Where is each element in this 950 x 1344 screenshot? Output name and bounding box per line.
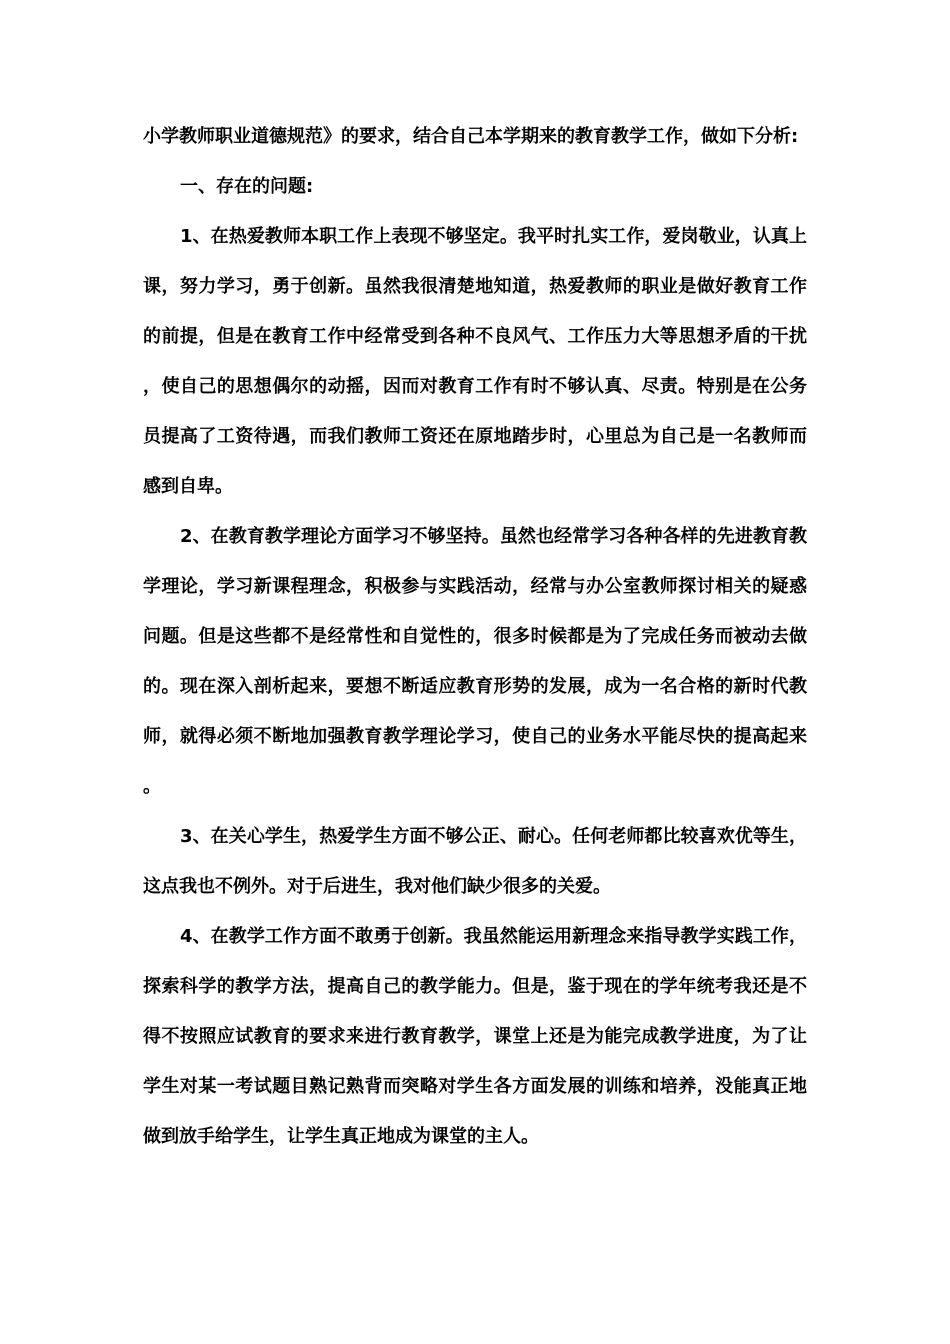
paragraph-intro-continuation: 小学教师职业道德规范》的要求，结合自己本学期来的教育教学工作，做如下分析: [143, 126, 799, 147]
document-body [143, 112, 807, 1162]
paragraph-item-1: 1、在热爱教师本职工作上表现不够坚定。我平时扎实工作，爱岗敬业，认真上课，努力学习，勇于创新。虽然我很清楚地知道，热爱教师的职业是做好教育工作的前提，但是在教育工作中经常受到各种不良风气、工作压力大等思想矛盾的干扰，使自己的思想偶尔的动摇，因而对教育工作有时不够认真、尽责。特别是在公务员提高了工资待遇，而我们教师工资还在原地踏步时，心里总为自己是一名教师而感到自卑。 [143, 226, 807, 497]
paragraph-item-4: 4、在教学工作方面不敢勇于创新。我虽然能运用新理念来指导教学实践工作，探索科学的教学方法，提高自己的教学能力。但是，鉴于现在的学年统考我还是不得不按照应试教育的要求来进行教育教学，课堂上还是为能完成教学进度，为了让学生对某一考试题目熟记熟背而突略对学生各方面发展的训练和培养，没能真正地做到放手给学生，让学生真正地成为课堂的主人。 [143, 926, 807, 1147]
paragraph-item-3: 3、在关心学生，热爱学生方面不够公正、耐心。任何老师都比较喜欢优等生，这点我也不例外。对于后进生，我对他们缺少很多的关爱。 [143, 826, 807, 897]
section-heading-problems: 一、存在的问题: [180, 176, 314, 197]
paragraph-item-2: 2、在教育教学理论方面学习不够坚持。虽然也经常学习各种各样的先进教育教学理论，学习新课程理念，积极参与实践活动，经常与办公室教师探讨相关的疑惑问题。但是这些都不是经常性和自觉性的，很多时候都是为了完成任务而被动去做的。现在深入剖析起来，要想不断适应教育形势的发展，成为一名合格的新时代教师，就得必须不断地加强教育教学理论学习，使自己的业务水平能尽快的提高起来。 [143, 526, 807, 797]
